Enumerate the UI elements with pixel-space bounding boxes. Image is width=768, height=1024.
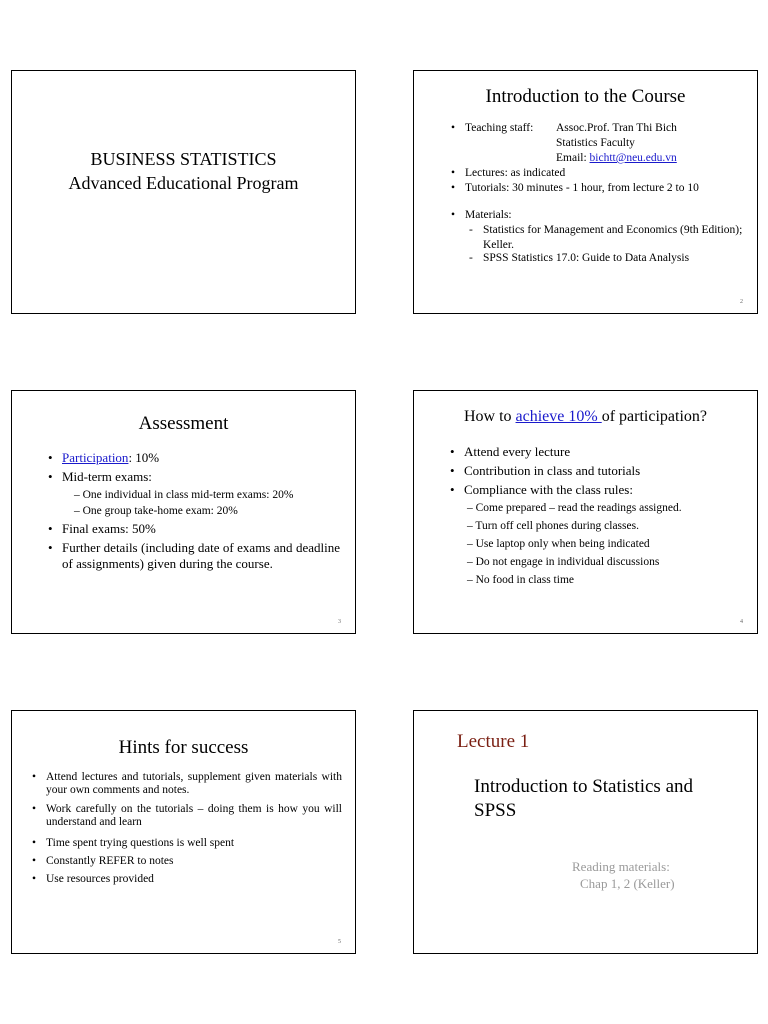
slide-title: Assessment <box>138 413 229 434</box>
bullet-text: Tutorials: 30 minutes - 1 hour, from lecture 2 to 10 <box>465 182 699 194</box>
bullet-text: Final exams: 50% <box>62 521 156 536</box>
bullet-dot: • <box>451 182 456 194</box>
cover-title <box>12 147 355 195</box>
page-number: 3 <box>338 619 341 625</box>
rule-item: – Come prepared – read the readings assigned. <box>467 502 682 514</box>
cover-title-line-1: BUSINESS STATISTICS <box>90 149 277 169</box>
bullet-dot: • <box>48 521 53 536</box>
bullet-text: Lectures: as indicated <box>465 167 566 179</box>
bullet-attend <box>450 443 750 460</box>
staff-email-row <box>556 151 677 166</box>
email-link[interactable]: bichtt@neu.edu.vn <box>589 152 677 164</box>
staff-name: Assoc.Prof. Tran Thi Bich <box>556 122 677 134</box>
material-item <box>469 223 744 253</box>
bullet-text: Mid-term exams: <box>62 469 152 484</box>
bullet-final <box>48 521 338 537</box>
lecture-title-line-2: SPSS <box>474 800 517 821</box>
material-text: Statistics for Management and Economics (9th Edition); Keller. <box>483 224 743 251</box>
bullet-dot: • <box>451 167 456 179</box>
rule-item: – Do not engage in individual discussions <box>467 556 660 568</box>
bullet-text: Materials: <box>465 209 512 221</box>
bullet-dot: • <box>450 482 455 497</box>
rule-item: – No food in class time <box>467 574 574 586</box>
bullet-participation <box>48 450 338 466</box>
material-item <box>469 251 744 266</box>
page-number: 5 <box>338 939 341 945</box>
staff-faculty: Statistics Faculty <box>556 137 635 149</box>
bullet-dot: • <box>32 855 37 867</box>
reading-materials <box>572 858 675 892</box>
dash-marker: - <box>469 252 473 264</box>
bullet-text: Contribution in class and tutorials <box>464 463 641 478</box>
bullet-text: Time spent trying questions is well spent <box>46 837 235 849</box>
dash-marker: - <box>469 224 473 236</box>
bullet-tutorials <box>451 181 731 196</box>
bullet-dot: • <box>32 873 37 885</box>
bullet-dot: • <box>48 469 53 484</box>
slide-4 <box>413 390 758 634</box>
bullet-attend-lectures <box>32 771 342 797</box>
bullet-dot: • <box>451 122 456 134</box>
bullet-dot: • <box>32 771 37 783</box>
lecture-title <box>474 775 724 823</box>
bullet-dot: • <box>32 837 37 849</box>
lecture-title-line-1: Introduction to Statistics and <box>474 776 694 797</box>
email-label: Email: <box>556 152 587 164</box>
page-number: 4 <box>740 619 743 625</box>
bullet-dot: • <box>450 444 455 459</box>
slide-title <box>414 408 757 426</box>
midterm-sub-item: – One group take-home exam: 20% <box>74 505 238 517</box>
bullet-dot: • <box>451 209 456 221</box>
slide-2 <box>413 70 758 314</box>
bullet-compliance <box>450 481 750 498</box>
slide-5 <box>11 710 356 954</box>
bullet-text: Attend lectures and tutorials, supplement given materials with your own comments and notes. <box>46 771 342 796</box>
bullet-materials <box>451 208 731 223</box>
cover-title-line-2: Advanced Educational Program <box>68 173 299 193</box>
slide-6 <box>413 710 758 954</box>
page-number: 2 <box>740 299 743 305</box>
bullet-text: Further details (including date of exams and deadline of assignments) given during the course. <box>62 540 340 571</box>
material-text: SPSS Statistics 17.0: Guide to Data Analysis <box>483 252 690 264</box>
reading-materials-heading: Reading materials: <box>572 859 670 874</box>
rule-item: – Use laptop only when being indicated <box>467 538 650 550</box>
bullet-work-carefully <box>32 803 342 829</box>
midterm-sub-item: – One individual in class mid-term exams: 20% <box>74 489 294 501</box>
title-link[interactable]: achieve 10% <box>515 408 602 425</box>
bullet-midterm <box>48 469 338 485</box>
bullet-lectures <box>451 166 731 181</box>
bullet-dot: • <box>48 450 53 465</box>
slide-title: Hints for success <box>118 737 249 758</box>
bullet-dot: • <box>32 803 37 815</box>
reading-materials-chapters: Chap 1, 2 (Keller) <box>580 876 675 891</box>
bullet-text: Attend every lecture <box>464 444 571 459</box>
bullet-teaching-staff <box>451 121 571 136</box>
bullet-refer-notes <box>32 855 342 868</box>
title-prefix: How to <box>463 408 516 425</box>
bullet-time-spent <box>32 837 342 850</box>
bullet-text: Use resources provided <box>46 873 154 885</box>
participation-line <box>48 450 338 466</box>
slide-title: Introduction to the Course <box>485 86 686 107</box>
participation-value: : 10% <box>128 450 160 465</box>
bullet-contribution <box>450 462 750 479</box>
lecture-label: Lecture 1 <box>457 731 530 752</box>
bullet-dot: • <box>48 540 53 555</box>
title-suffix: of participation? <box>601 408 708 425</box>
staff-label: Teaching staff: <box>465 122 534 134</box>
participation-link[interactable]: Participation <box>62 450 129 465</box>
bullet-text: Constantly REFER to notes <box>46 855 174 867</box>
bullet-text: Work carefully on the tutorials – doing them is how you will understand and learn <box>46 803 342 828</box>
bullet-dot: • <box>450 463 455 478</box>
bullet-text: Compliance with the class rules: <box>464 482 633 497</box>
rule-item: – Turn off cell phones during classes. <box>467 520 639 532</box>
bullet-resources <box>32 873 342 886</box>
slide-3 <box>11 390 356 634</box>
bullet-further <box>48 540 340 572</box>
slide-1 <box>11 70 356 314</box>
